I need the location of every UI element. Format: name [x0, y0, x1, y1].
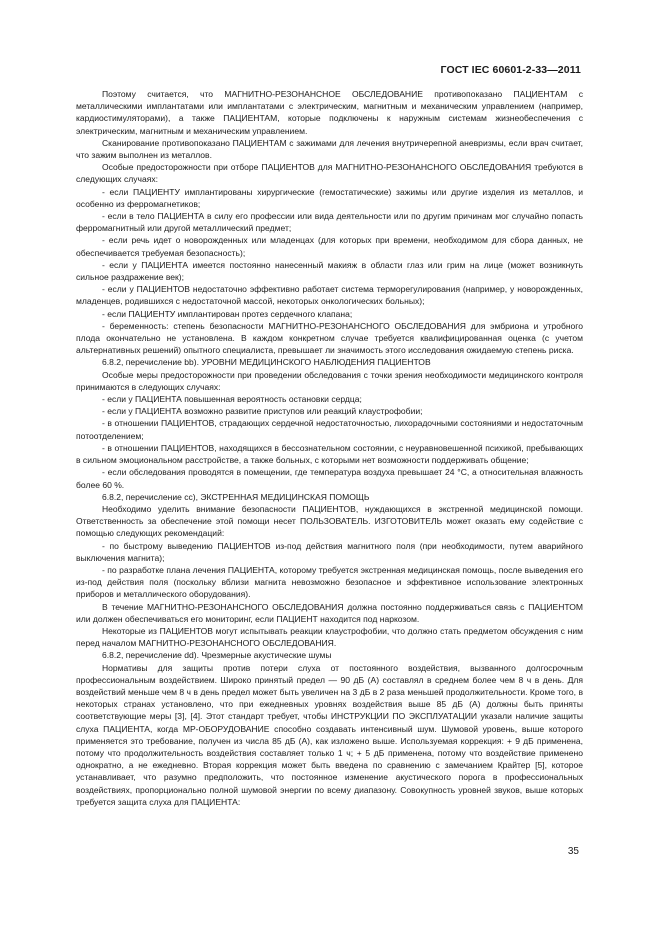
- paragraph: Особые предосторожности при отборе ПАЦИЕНТОВ для МАГНИТНО-РЕЗОНАНСНОГО ОБСЛЕДОВАНИЯ требуются в следующих случаях:: [76, 162, 583, 185]
- page-number: 35: [567, 846, 579, 857]
- paragraph: Сканирование противопоказано ПАЦИЕНТАМ с зажимами для лечения внутричерепной аневризмы, если врач считает, что зажим выполнен из металлов.: [76, 137, 583, 161]
- paragraph: Необходимо уделить внимание безопасности ПАЦИЕНТОВ, нуждающихся в экстренной медицинской помощи. Ответственность за обеспечение этой помощи несет ПОЛЬЗОВАТЕЛЬ. ИЗГОТОВИТЕЛЬ может оказать ему содействие с помощью следующих рекомендаций:: [76, 503, 583, 539]
- list-item: - по разработке плана лечения ПАЦИЕНТА, которому требуется экстренная медицинская помощь, после выведения его из-под действия поля (поскольку вблизи магнита невозможно безопасное и эффективное использование электронных приборов и металлического оборудования).: [76, 564, 583, 600]
- list-item: - если у ПАЦИЕНТА возможно развитие приступов или реакций клаустрофобии;: [102, 406, 423, 417]
- list-item: - в отношении ПАЦИЕНТОВ, находящихся в бессознательном состоянии, с неуравновешенной психикой, пребывающих в сильном эмоциональном расстройстве, а также больных, с которыми нет возможности поддерживать общение;: [76, 442, 583, 466]
- list-item: - если ПАЦИЕНТУ имплантирован протез сердечного клапана;: [102, 308, 353, 319]
- document-body: [76, 88, 583, 808]
- list-item: - если у ПАЦИЕНТА имеется постоянно нанесенный макияж в области глаз или грим на лице (может возникнуть сильное раздражение век);: [76, 259, 583, 283]
- paragraph: Поэтому считается, что МАГНИТНО-РЕЗОНАНСНОЕ ОБСЛЕДОВАНИЕ противопоказано ПАЦИЕНТАМ с металлическими имплантатами или имплантатами с электрическим, магнитным и механическим управлением (например, кардиостимуляторами), а также ПАЦИЕНТАМ, которые подключены к наружным системам жизнеобеспечения с электрическим, магнитным и механическим управлением.: [76, 89, 583, 136]
- list-item: - если ПАЦИЕНТУ имплантированы хирургические (гемостатические) зажимы или другие изделия из металлов, и особенно из ферромагнетиков;: [76, 186, 583, 209]
- list-item: - если речь идет о новорожденных или младенцах (для которых при времени, необходимом для сбора данных, не обеспечивается требуемая безопасность);: [76, 235, 583, 258]
- list-item: - если у ПАЦИЕНТОВ недостаточно эффективно работает система терморегулирования (например, у новорожденных, младенцев, родившихся с недостаточной массой, некоторых онкологических больных);: [76, 284, 583, 307]
- paragraph: Особые меры предосторожности при проведении обследования с точки зрения необходимости медицинского контроля принимаются в следующих случаях:: [76, 369, 583, 392]
- list-item: - если в тело ПАЦИЕНТА в силу его профессии или вида деятельности или по другим причинам мог случайно попасть ферромагнитный или другой металлический предмет;: [76, 211, 583, 234]
- standard-header: ГОСТ IEC 60601-2-33—2011: [440, 64, 581, 76]
- list-item: - если обследования проводятся в помещении, где температура воздуха превышает 24 °С, а относительная влажность более 60 %.: [76, 467, 583, 490]
- section-heading: 6.8.2, перечисление cc), ЭКСТРЕННАЯ МЕДИЦИНСКАЯ ПОМОЩЬ: [102, 491, 370, 502]
- list-item: - беременность: степень безопасности МАГНИТНО-РЕЗОНАНСНОГО ОБСЛЕДОВАНИЯ для эмбриона и утробного плода окончательно не установлена. В каждом конкретном случае требуется квалифицированная оценка (с учетом альтернативных решений) опытного специалиста, превышает ли значимость этого исследования ожидаемую степень риска.: [76, 320, 583, 356]
- paragraph: В течение МАГНИТНО-РЕЗОНАНСНОГО ОБСЛЕДОВАНИЯ должна постоянно поддерживаться связь с ПАЦИЕНТОМ или должен обеспечиваться его мониторинг, если ПАЦИЕНТ находится под наркозом.: [76, 601, 583, 624]
- list-item: - если у ПАЦИЕНТА повышенная вероятность остановки сердца;: [102, 394, 362, 405]
- list-item: - по быстрому выведению ПАЦИЕНТОВ из-под действия магнитного поля (при необходимости, путем аварийного выключения магнита);: [76, 540, 583, 563]
- section-heading: 6.8.2, перечисление dd). Чрезмерные акустические шумы: [102, 650, 332, 661]
- paragraph: Некоторые из ПАЦИЕНТОВ могут испытывать реакции клаустрофобии, что должно стать предметом обсуждения с ним перед началом МАГНИТНО-РЕЗОНАНСНОГО ОБСЛЕДОВАНИЯ.: [76, 625, 583, 649]
- paragraph: Нормативы для защиты против потери слуха от постоянного воздействия, вызванного долгосрочным профессиональным воздействием. Широко принятый предел — 90 дБ (A) составлял в среднем более чем 8 ч в день. Для воздействий меньше чем 8 ч в день предел может быть увеличен на 3 дБ в 2 раза меньшей продолжительности. Кроме того, в некоторых странах установлено, что при ежедневных уровнях воздействия выше 85 дБ (A) должны быть приняты соответствующие меры [3], [4]. Этот стандарт требует, чтобы ИНСТРУКЦИИ ПО ЭКСПЛУАТАЦИИ указали наличие защиты слуха ПАЦИЕНТА, когда МР-ОБОРУДОВАНИЕ способно создавать интенсивный шум. Шумовой уровень, выше которого применяется это требование, получен из числа 85 дБ (A), как изложено выше. Используемая коррекция: + 9 дБ применена, потому что продолжительность воздействия составляет только 1 ч; + 5 дБ применена, потому что воздействие применено однократно, а не ежедневно. Вторая коррекция может быть введена по сравнению с замечанием Крайтер [5], которое устанавливает, что разумно предположить, что постоянное изменение акустического порога в профессиональных воздействиях, пропорционально полной шумовой энергии по всему диапазону. Совокупность уровней звуков, выше которых требуется защита слуха для ПАЦИЕНТА:: [76, 662, 583, 807]
- section-heading: 6.8.2, перечисление bb). УРОВНИ МЕДИЦИНСКОГО НАБЛЮДЕНИЯ ПАЦИЕНТОВ: [102, 357, 431, 368]
- list-item: - в отношении ПАЦИЕНТОВ, страдающих сердечной недостаточностью, лихорадочными состояниями и недостаточным потоотделением;: [76, 418, 583, 441]
